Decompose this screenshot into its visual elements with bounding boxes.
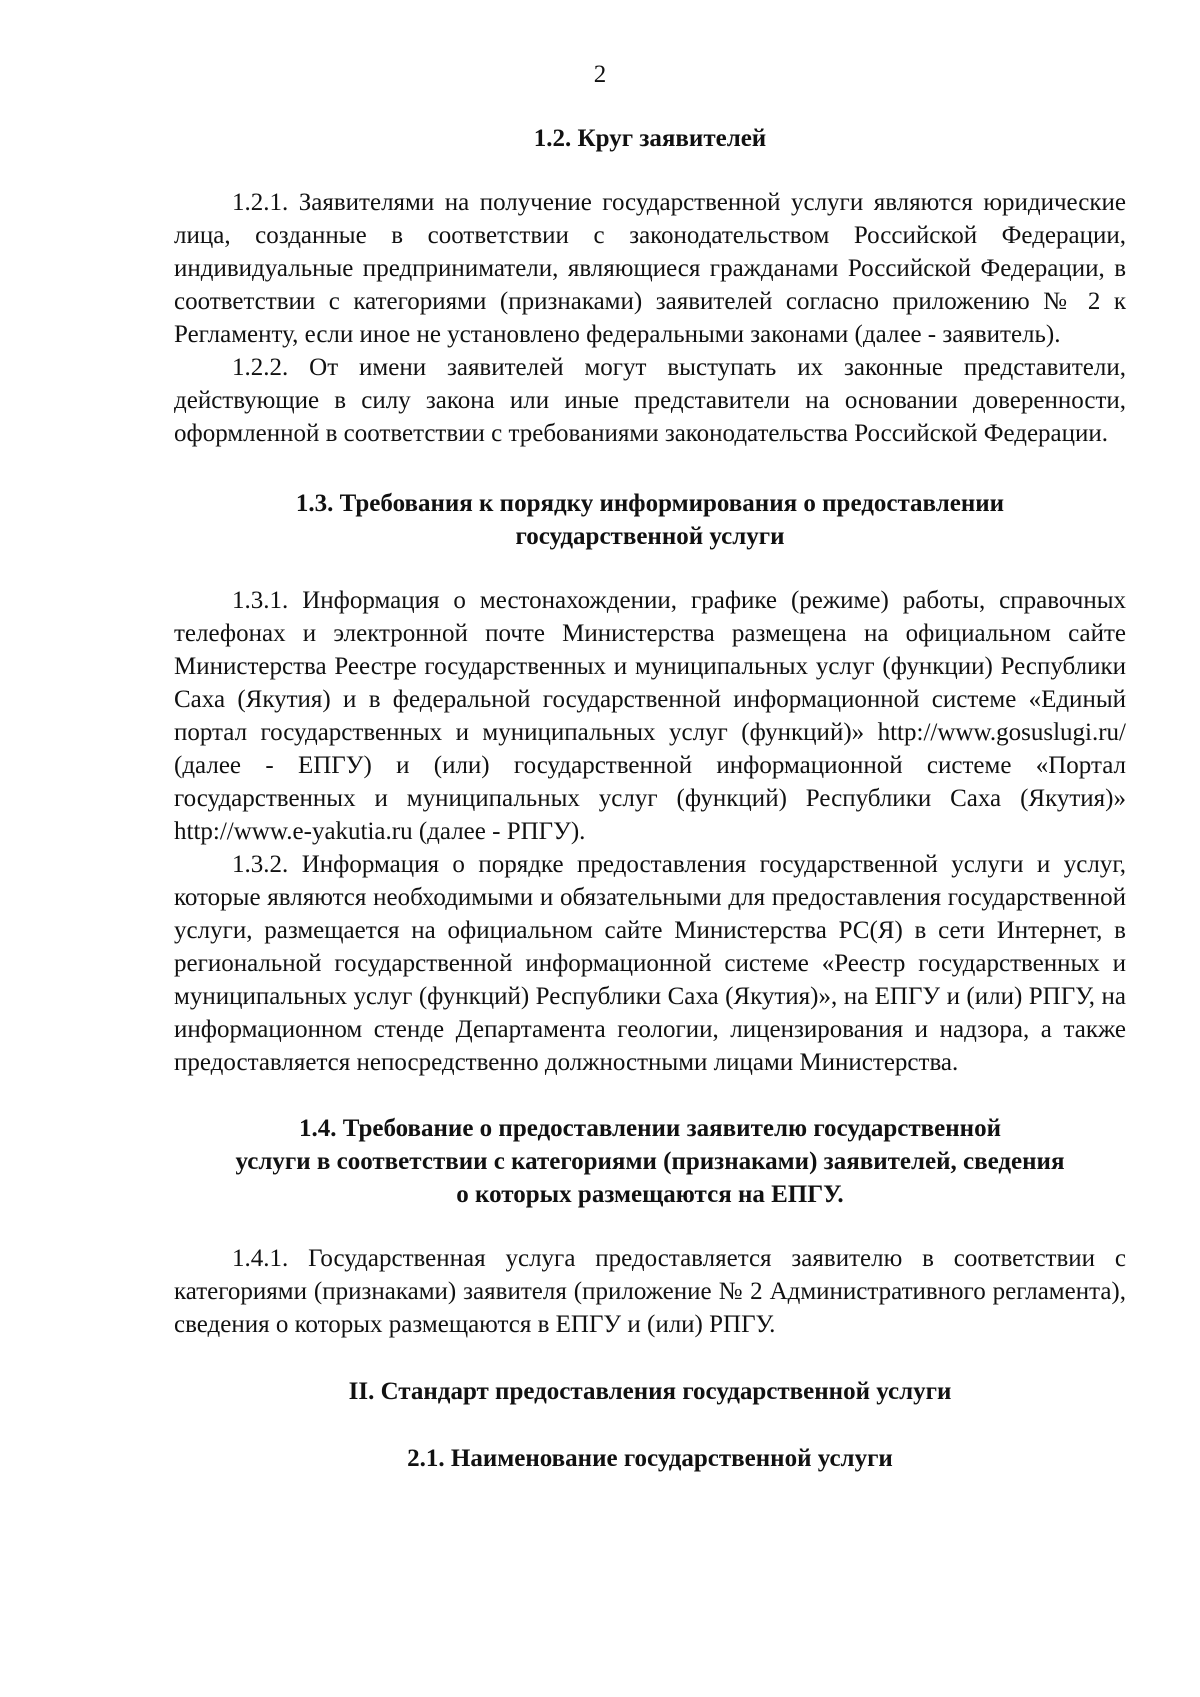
section-heading-1-4 [174, 1112, 1126, 1211]
section-heading-ii: II. Стандарт предоставления государственной услуги [348, 1378, 952, 1405]
paragraph-1-3-2: 1.3.2. Информация о порядке предоставления государственной услуги и услуг, которые являются необходимыми и обязательными для предоставления государственной услуги, размещается на официальном сайте Министерства РС(Я) в сети Интернет, в региональной государственной информационной системе «Реестр государственных и муниципальных услуг (функций) Республики Саха (Якутия)», на ЕПГУ и (или) РПГУ, на информационном стенде Департамента геологии, лицензирования и надзора, а также предоставляется непосредственно должностными лицами Министерства. [174, 851, 1126, 1076]
paragraph-1-2-1: 1.2.1. Заявителями на получение государственной услуги являются юридические лица, созданные в соответствии с законодательством Российской Федерации, индивидуальные предприниматели, являющиеся гражданами Российской Федерации, в соответствии с категориями (признаками) заявителей согласно приложению № 2 к Регламенту, если иное не установлено федеральными законами (далее - заявитель). [174, 189, 1126, 348]
section-heading-1-3 [174, 487, 1126, 553]
section-heading-2-1: 2.1. Наименование государственной услуги [407, 1445, 893, 1472]
page-number: 2 [593, 61, 607, 88]
section-heading-1-4-line2: услуги в соответствии с категориями (признаками) заявителей, сведения [235, 1148, 1065, 1175]
paragraph-1-2-2: 1.2.2. От имени заявителей могут выступать их законные представители, действующие в силу закона или иные представители на основании доверенности, оформленной в соответствии с требованиями законодательства Российской Федерации. [174, 354, 1126, 447]
paragraph-1-4-1: 1.4.1. Государственная услуга предоставляется заявителю в соответствии с категориями (признаками) заявителя (приложение № 2 Административного регламента), сведения о которых размещаются в ЕПГУ и (или) РПГУ. [174, 1245, 1126, 1338]
section-heading-1-4-line3: о которых размещаются на ЕПГУ. [456, 1181, 844, 1208]
paragraph-1-3-1: 1.3.1. Информация о местонахождении, графике (режиме) работы, справочных телефонах и электронной почте Министерства размещена на официальном сайте Министерства Реестре государственных и муниципальных услуг (функции) Республики Саха (Якутия) и в федеральной государственной информационной системе «Единый портал государственных и муниципальных услуг (функций)» http://www.gosuslugi.ru/ (далее - ЕПГУ) и (или) государственной информационной системе «Портал государственных и муниципальных услуг (функций) Республики Саха (Якутия)» http://www.e-yakutia.ru (далее - РПГУ). [174, 587, 1126, 845]
section-heading-1-3-line2: государственной услуги [515, 523, 785, 550]
section-heading-1-3-line1: 1.3. Требования к порядку информирования о предоставлении [295, 490, 1005, 517]
document-body [174, 122, 1126, 1475]
section-heading-1-2: 1.2. Круг заявителей [533, 125, 767, 152]
section-heading-1-4-line1: 1.4. Требование о предоставлении заявителю государственной [299, 1115, 1001, 1142]
